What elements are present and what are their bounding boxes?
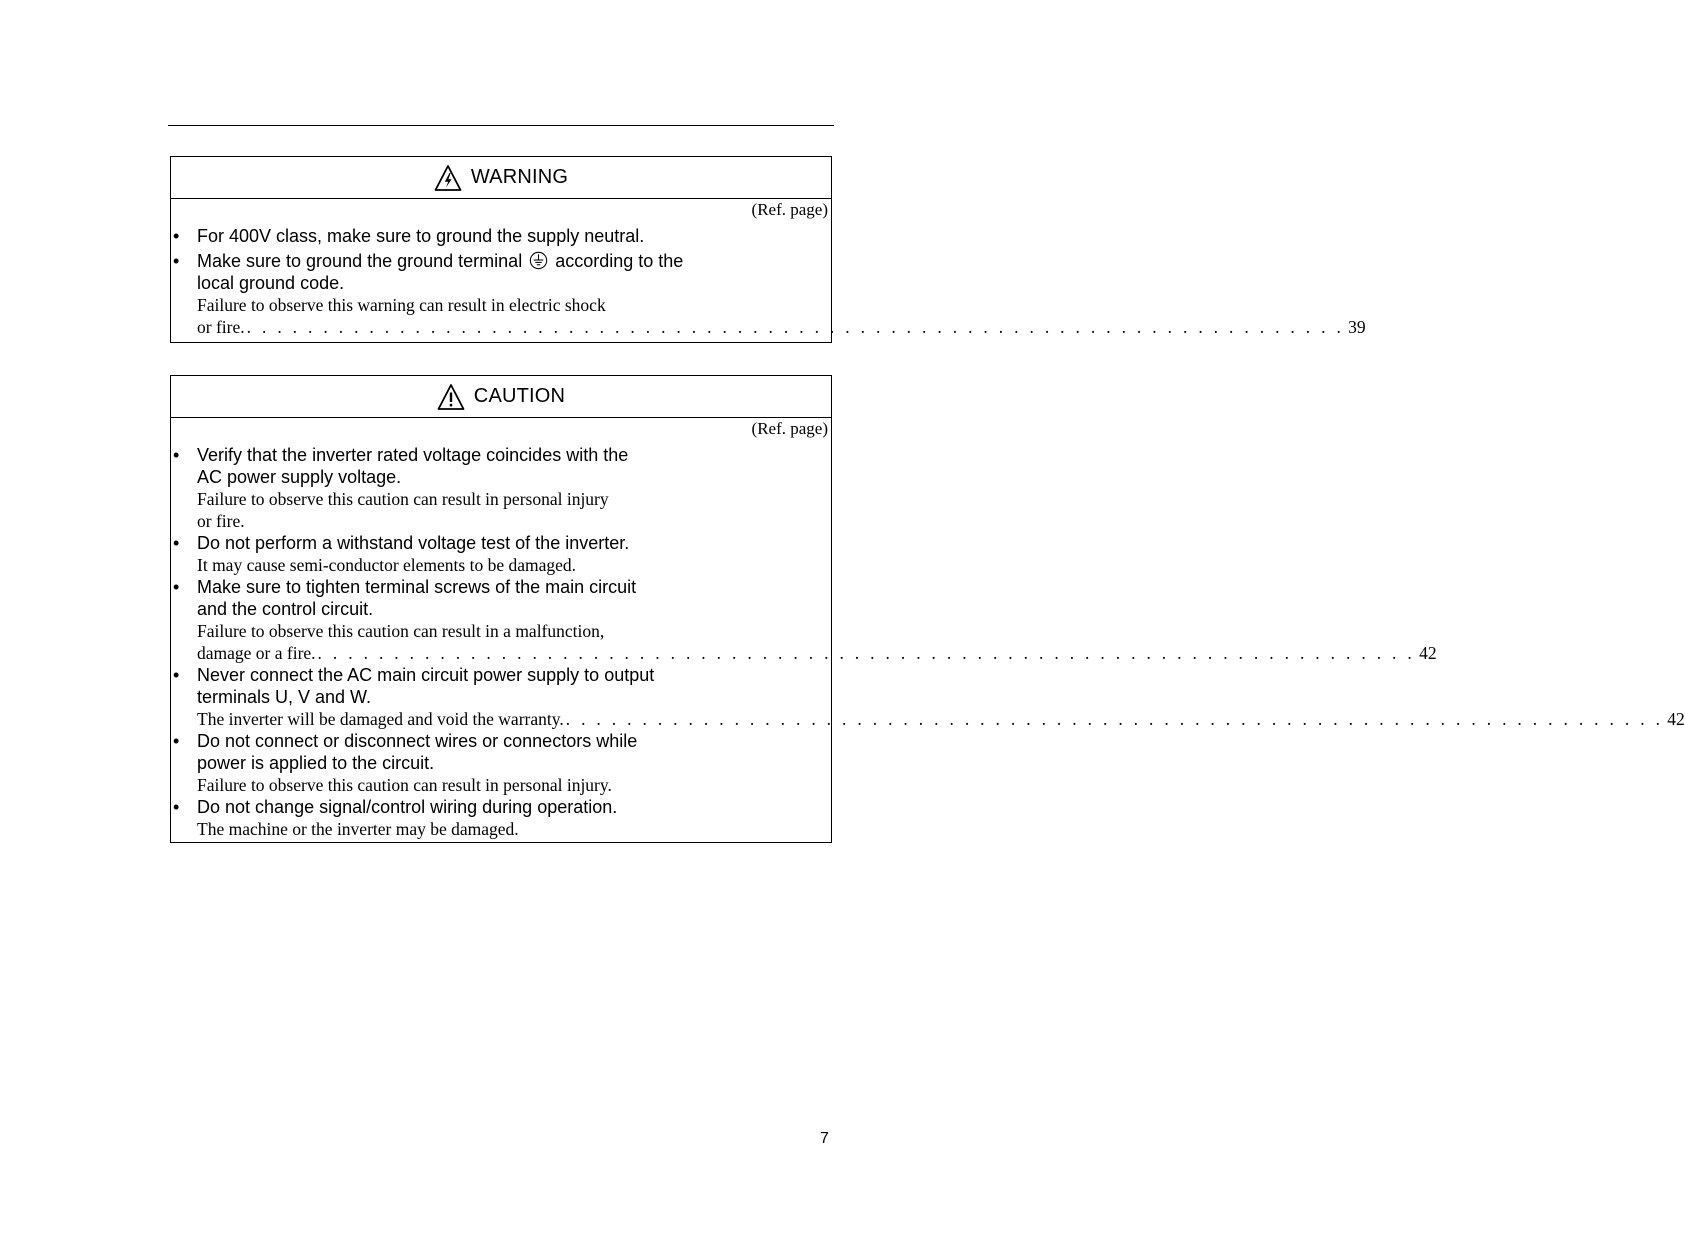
item-note: Failure to observe this caution can result in a malfunction, [197, 621, 605, 641]
item-note: The inverter will be damaged and void the warranty. [197, 709, 564, 729]
item-note: Failure to observe this warning can result in electric shock [197, 295, 606, 315]
item-note-line2: or fire. [197, 317, 245, 337]
item-text-line2: local ground code. [197, 273, 345, 293]
item-text [197, 250, 831, 272]
item-note: The machine or the inverter may be damaged. [197, 819, 519, 839]
item-text: Make sure to tighten terminal screws of the main circuit [197, 577, 637, 597]
bullet: • [173, 445, 180, 465]
item-note-line2: or fire. [197, 511, 245, 531]
item-text-before-icon: Make sure to ground the ground terminal [197, 251, 523, 271]
item-text-line2: AC power supply voltage. [197, 467, 402, 487]
bullet: • [173, 797, 180, 817]
dot-leader: . . . . . . . . . . . . . . . . . . . . . . . . . . . . . . . . . . . . . . . . . . . . . . . . . . . . . . . . . . . . . . . . . . . . . . . . [246, 317, 1345, 337]
item-text: Do not change signal/control wiring during operation. [197, 797, 618, 817]
list-item [171, 576, 1437, 664]
item-text: Do not perform a withstand voltage test of the inverter. [197, 533, 630, 553]
page-number: 7 [820, 1130, 829, 1147]
dot-leader: . . . . . . . . . . . . . . . . . . . . . . . . . . . . . . . . . . . . . . . . . . . . . . . . . . . . . . . . . . . . . . . . . . . . . . . . [317, 643, 1416, 663]
item-note: Failure to observe this caution can result in personal injury. [197, 775, 612, 795]
electric-shock-warning-triangle-icon [434, 164, 462, 192]
list-item [171, 444, 831, 532]
caution-box [170, 375, 1685, 843]
item-text: For 400V class, make sure to ground the supply neutral. [197, 226, 645, 246]
bullet: • [173, 251, 180, 271]
ref-page-number: 39 [1348, 317, 1366, 337]
exclamation-warning-triangle-icon [437, 383, 465, 411]
item-note-leader [197, 316, 1366, 338]
dot-leader: . . . . . . . . . . . . . . . . . . . . . . . . . . . . . . . . . . . . . . . . . . . . . . . . . . . . . . . . . . . . . . . . . . . . . . . . [565, 709, 1664, 729]
list-item [171, 664, 1685, 730]
item-note: Failure to observe this caution can result in personal injury [197, 489, 609, 509]
bullet: • [173, 577, 180, 597]
item-text-line2: terminals U, V and W. [197, 687, 372, 707]
caution-ref-label: (Ref. page) [751, 419, 828, 438]
list-item [171, 730, 831, 796]
item-text-line2: and the control circuit. [197, 599, 374, 619]
list-item [171, 796, 831, 840]
item-text-after-icon: according to the [555, 251, 684, 271]
bullet: • [173, 226, 180, 246]
caution-header [171, 376, 831, 418]
bullet: • [173, 533, 180, 553]
list-item [171, 532, 831, 576]
protective-ground-icon [529, 251, 548, 270]
list-item [171, 250, 1366, 338]
item-note-leader [197, 642, 1437, 664]
warning-box [170, 156, 1366, 343]
item-text: Never connect the AC main circuit power supply to output [197, 665, 655, 685]
bullet: • [173, 731, 180, 751]
ref-page-number: 42 [1419, 643, 1437, 663]
top-rule [168, 125, 834, 126]
item-note-line2: damage or a fire. [197, 643, 316, 663]
item-text-line2: power is applied to the circuit. [197, 753, 435, 773]
bullet: • [173, 665, 180, 685]
warning-title: WARNING [470, 166, 569, 188]
item-note: It may cause semi-conductor elements to be damaged. [197, 555, 577, 575]
warning-ref-label: (Ref. page) [751, 200, 828, 219]
list-item [171, 225, 831, 247]
item-text: Verify that the inverter rated voltage coincides with the [197, 445, 629, 465]
ref-page-number: 42 [1667, 709, 1685, 729]
item-text: Do not connect or disconnect wires or connectors while [197, 731, 638, 751]
item-note-leader [197, 708, 1685, 730]
caution-title: CAUTION [473, 385, 566, 407]
warning-header [171, 157, 831, 199]
